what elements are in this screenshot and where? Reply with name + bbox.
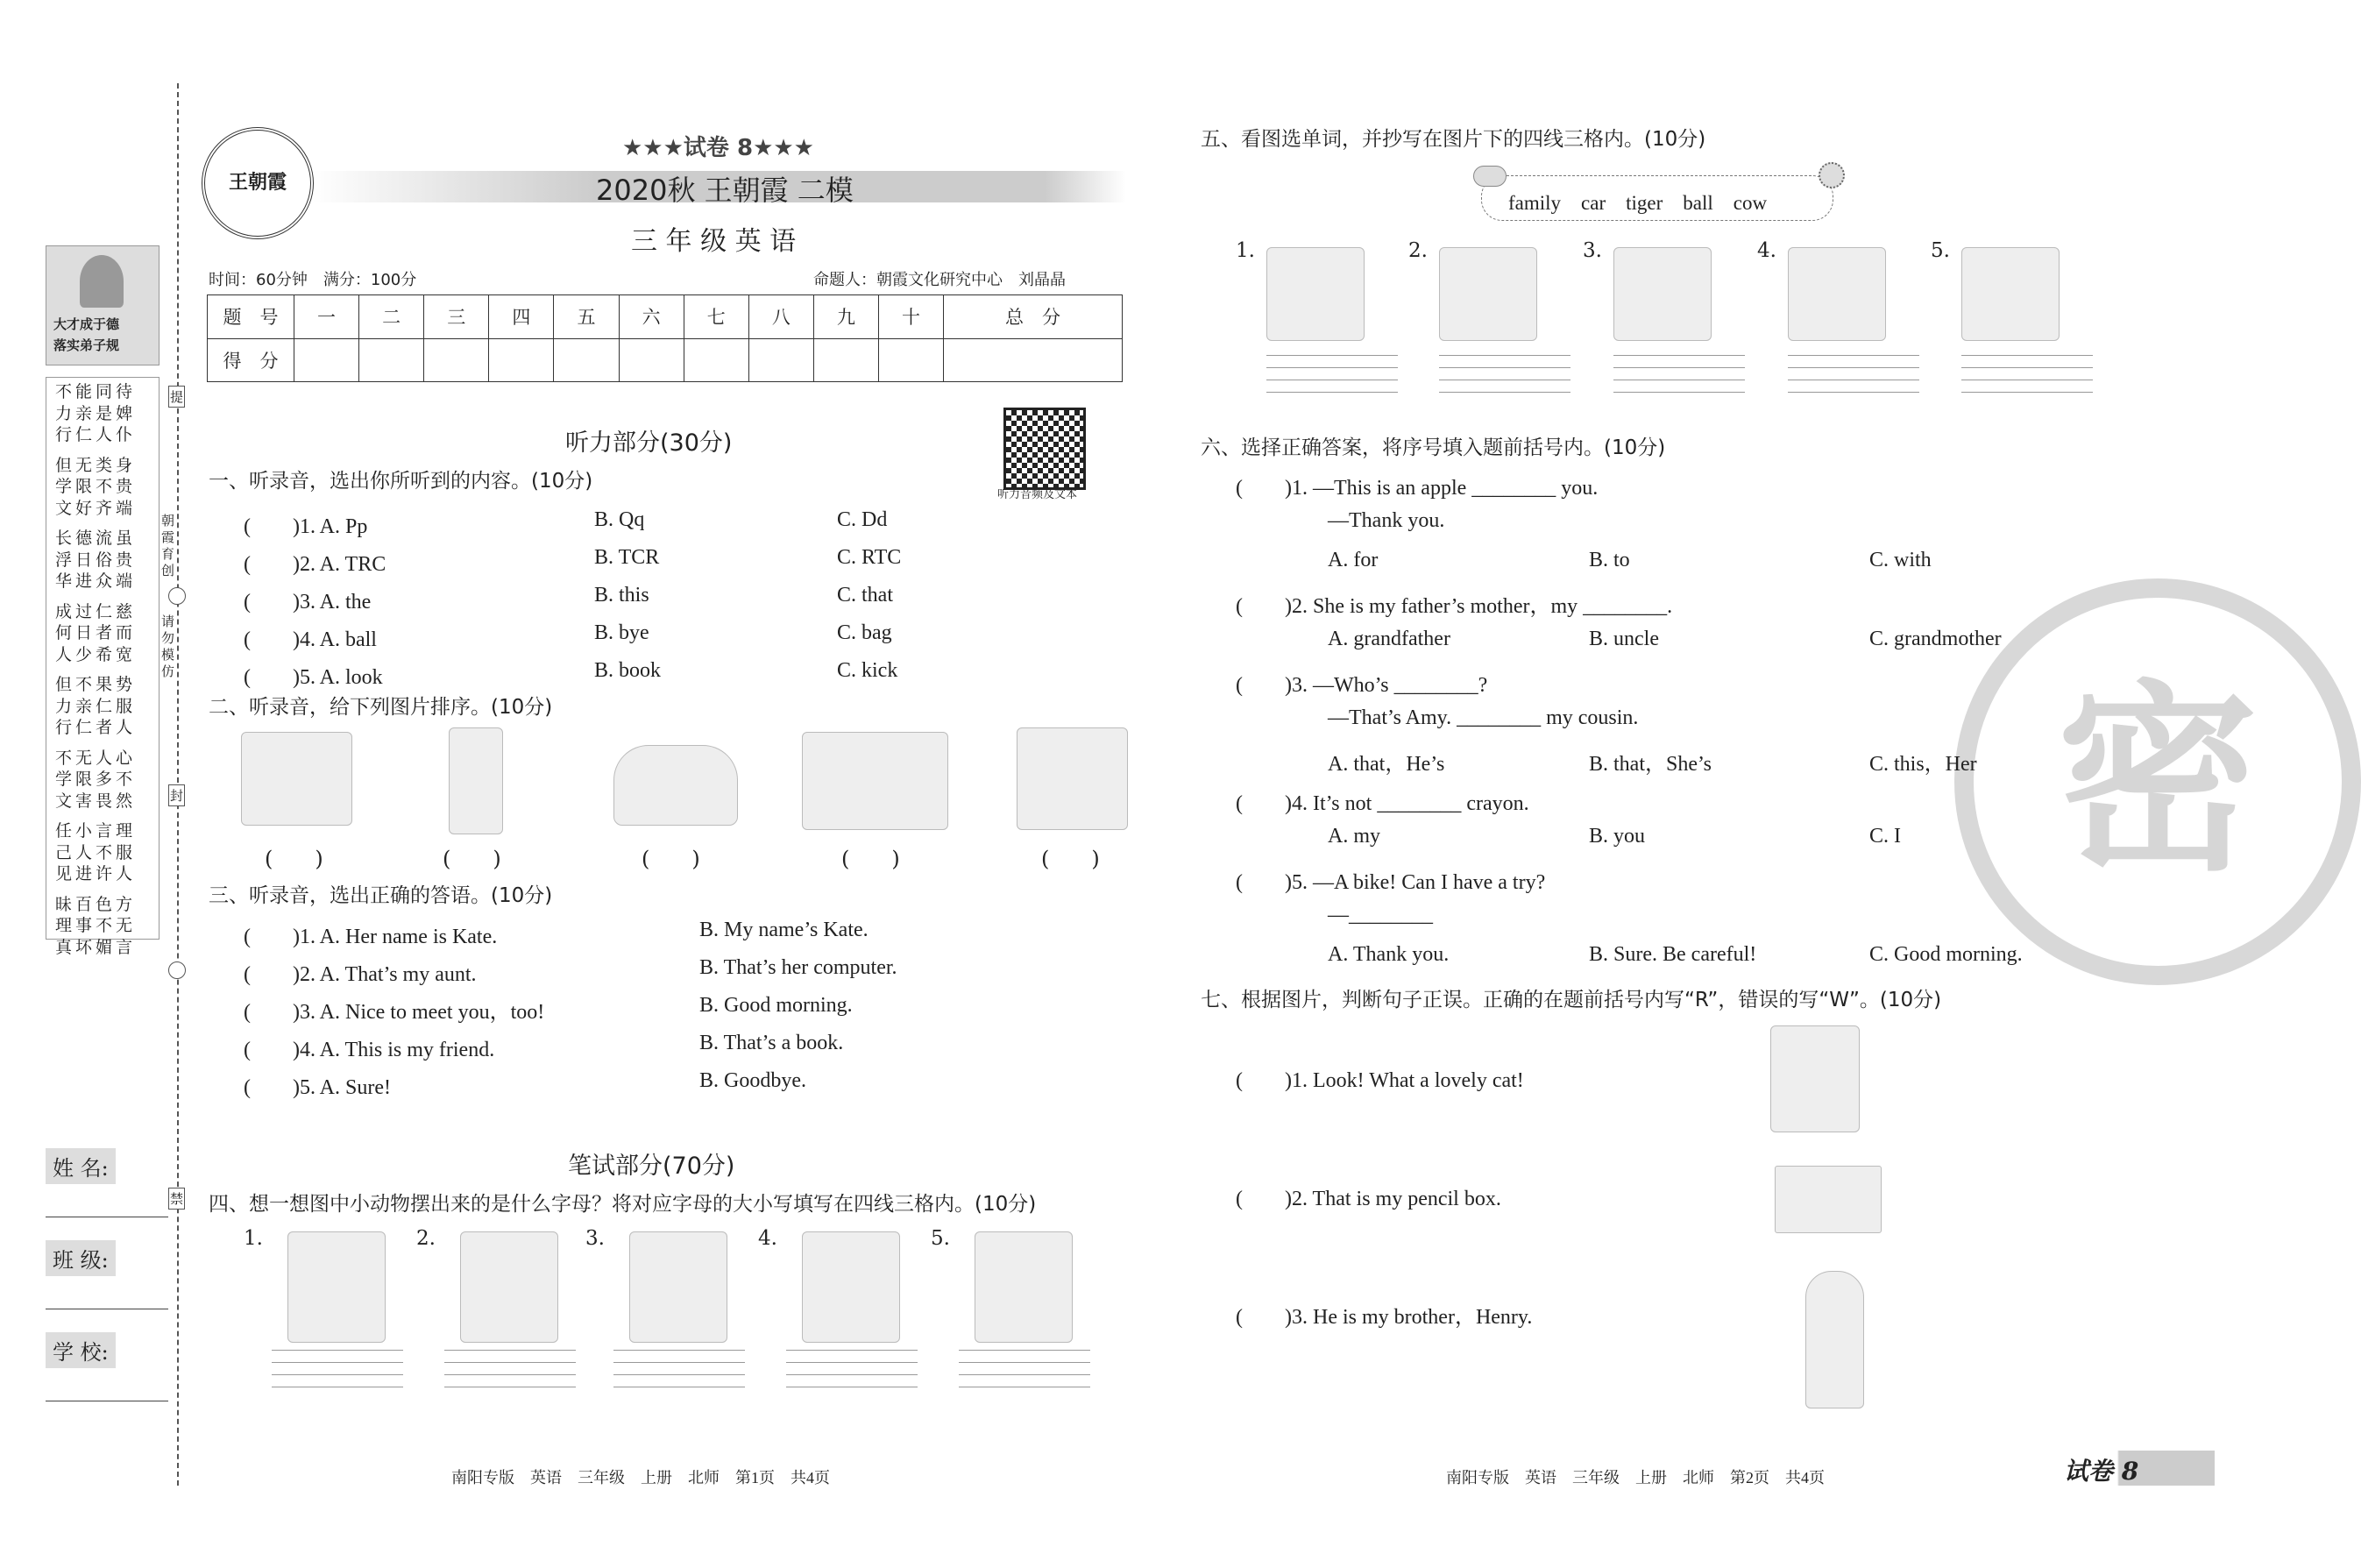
sec6-option-a: A. that，He’s [1328,753,1445,776]
guide-line [272,1374,403,1375]
score-col-header: 六 [619,295,684,339]
poem-line: 见进许人 [55,864,137,883]
guide-line [1266,355,1398,356]
item-number: 5. [1931,239,1950,262]
sec7-item-1: ( )1. Look! What a lovely cat! [1236,1069,1524,1092]
score-col-header: 总 分 [944,295,1123,339]
sec6-question-line2: —That’s Amy. ________ my cousin. [1328,706,1639,729]
binding-circle-1 [168,587,186,605]
guide-line [272,1362,403,1363]
word-bank-text: family car tiger ball cow [1508,192,1768,214]
picture-cyclist [449,727,503,834]
poem-line: 学限多不 [55,770,137,789]
guide-line [444,1350,576,1351]
name-label: 姓 名: [46,1148,116,1184]
footer-left: 南阳专版 英语 三年级 上册 北师 第1页 共4页 [451,1469,830,1486]
poem-line: 文害畏然 [55,791,137,811]
guide-line [613,1362,745,1363]
class-label: 班 级: [46,1240,116,1276]
picture-car [613,745,738,826]
picture-animals-football [802,732,948,830]
score-cell[interactable] [944,338,1123,382]
guide-line [1961,367,2093,368]
author-info: 命题人：朝霞文化研究中心 刘晶晶 [813,271,1066,289]
picture-car [1788,247,1886,341]
guide-line [1613,367,1745,368]
sec1-option-c: C. kick [837,659,898,682]
score-col-header: 十 [878,295,943,339]
guide-line [444,1362,576,1363]
poem-line: 何日者而 [55,623,137,642]
qr-code[interactable] [1003,408,1086,490]
score-table [207,294,1123,382]
poem-line: 浮日俗贵 [55,550,137,570]
sidebar-poem-box [46,377,160,957]
guide-line [1961,355,2093,356]
poem-line: 任小言理 [55,821,137,841]
poem-line: 长德流虽 [55,529,137,548]
sec6-question: ( )4. It’s not ________ crayon. [1236,792,1529,815]
poem-line: 成过仁慈 [55,601,137,621]
sec5-title: 五、看图选单词，并抄写在图片下的四线三格内。(10分) [1201,128,1706,151]
score-row2-label: 得 分 [208,338,294,382]
writing-lines[interactable] [1266,355,1398,399]
poem-line: 人少希宽 [55,644,137,664]
sec6-question: ( )5. —A bike! Can I have a try? [1236,871,1546,894]
sec4-title: 四、想一想图中小动物摆出来的是什么字母？将对应字母的大小写填写在四线三格内。(10分) [209,1193,1037,1216]
score-cell[interactable] [878,338,943,382]
qr-caption: 听力音频及文本 [997,488,1078,501]
score-col-header: 七 [684,295,748,339]
sec2-paren-3[interactable]: ( ) [642,847,700,871]
writing-lines[interactable] [1439,355,1570,399]
picture-girl-standing [1805,1271,1864,1408]
sec3-question: ( )1. A. Her name is Kate. [244,926,498,948]
score-col-header: 一 [294,295,359,339]
letter-d-dolphin-picture [975,1231,1073,1343]
sec6-option-a: A. Thank you. [1328,943,1450,966]
letter-x-birds-picture [287,1231,386,1343]
listening-heading: 听力部分(30分) [565,429,733,457]
item-number: 1. [1236,239,1255,262]
time-info: 时间：60分钟 满分：100分 [209,271,417,289]
sec3-title: 三、听录音，选出正确的答语。(10分) [209,884,553,907]
motto-2: 落实弟子规 [53,337,120,353]
mark-ti: 提 [168,386,185,408]
writing-lines[interactable] [1961,355,2093,399]
sec1-option-b: B. TCR [594,546,660,569]
guide-line [1788,392,1919,393]
sec3-question: ( )5. A. Sure! [244,1076,391,1099]
poem-line: 昧百色方 [55,894,137,914]
sidebar-motto-box [46,245,160,365]
poem-text [46,378,159,970]
poem-line: 行仁人仆 [55,425,137,444]
poem-line: 学限不贵 [55,477,137,496]
sec6-option-a: A. grandfather [1328,628,1450,650]
score-col-header: 五 [554,295,619,339]
sec6-option-b: B. that，She’s [1589,753,1712,776]
word-bank-box [1481,175,1833,221]
guide-line [613,1374,745,1375]
item-number: 4. [758,1227,777,1250]
sec6-option-a: A. my [1328,825,1380,848]
score-cell[interactable] [359,338,424,382]
logo-seal [202,127,314,239]
sec6-question: ( )2. She is my father’s mother，my ________. [1236,595,1673,618]
writing-lines[interactable] [1788,355,1919,399]
exam-tag: ★★★试卷 8★★★ [622,135,814,161]
picture-family [241,732,352,826]
letter-v-seals-picture [802,1231,900,1343]
poem-line: 理事不无 [55,916,137,935]
score-row-label: 题 号 [208,295,294,339]
sec7-title: 七、根据图片，判断句子正误。正确的在题前括号内写“R”，错误的写“W”。(10分) [1201,989,1942,1011]
poem-line: 力亲仁服 [55,696,137,716]
sec6-option-b: B. Sure. Be careful! [1589,943,1757,966]
sec3-option-b: B. That’s her computer. [699,956,897,979]
exam-subtitle: 三 年 级 英 语 [631,226,797,257]
score-cell[interactable] [748,338,813,382]
vertical-text-2: 请勿模仿 [161,614,175,679]
mark-jin: 禁 [168,1188,185,1210]
sec6-question: ( )3. —Who’s ________? [1236,674,1488,697]
guide-line [1961,392,2093,393]
item-number: 2. [1408,239,1428,262]
sec1-option-c: C. that [837,584,893,607]
letter-k-bird-picture [629,1231,727,1343]
guide-line [1613,392,1745,393]
sec3-question: ( )2. A. That’s my aunt. [244,963,477,986]
footer-right: 南阳专版 英语 三年级 上册 北师 第2页 共4页 [1446,1469,1825,1486]
scholar-figure-icon [80,255,124,308]
sec1-question: ( )3. A. the [244,591,372,614]
sec6-option-b: B. uncle [1589,628,1659,650]
poem-line: 不能同待 [55,382,137,401]
sec3-option-b: B. That’s a book. [699,1032,844,1054]
sec2-paren-1[interactable]: ( ) [265,847,323,871]
sec1-question: ( )1. A. Pp [244,515,368,538]
guide-line [1439,367,1570,368]
picture-ball [1266,247,1365,341]
score-col-header: 四 [489,295,554,339]
sec1-option-b: B. Qq [594,508,645,531]
cloud-icon [1473,166,1507,187]
score-cell[interactable] [489,338,554,382]
vertical-text-1: 朝霞育创 [161,513,175,578]
score-cell[interactable] [813,338,878,382]
score-cell[interactable] [294,338,359,382]
mark-fu: 封 [168,784,185,806]
score-col-header: 九 [813,295,878,339]
guide-line [1788,355,1919,356]
guide-line [1613,355,1745,356]
poem-line: 但无类身 [55,455,137,475]
poem-line: 行仁者人 [55,718,137,737]
watermark-stamp: 密 [1954,578,2361,985]
score-cell[interactable] [684,338,748,382]
sec3-question: ( )3. A. Nice to meet you，too! [244,1001,545,1024]
footer-tag: 试卷 8 [2064,1457,2139,1486]
score-cell[interactable] [619,338,684,382]
guide-line [272,1350,403,1351]
writing-heading: 笔试部分(70分) [568,1153,735,1180]
sec1-option-c: C. RTC [837,546,902,569]
sec3-question: ( )4. A. This is my friend. [244,1039,495,1061]
guide-line [1439,355,1570,356]
guide-line [959,1362,1090,1363]
sec6-option-c: C. this，Her [1869,753,1977,776]
sec6-option-b: B. to [1589,549,1630,571]
picture-cow [1613,247,1712,341]
guide-line [959,1374,1090,1375]
sec6-option-c: C. I [1869,825,1901,848]
sec6-question-line2: —________ [1328,904,1433,926]
item-number: 3. [1583,239,1602,262]
sec1-option-b: B. book [594,659,662,682]
poem-line: 力亲是婢 [55,403,137,423]
school-label: 学 校: [46,1332,116,1368]
sec6-option-c: C. with [1869,549,1932,571]
guide-line [786,1362,918,1363]
sec7-item-3: ( )3. He is my brother，Henry. [1236,1306,1533,1329]
item-number: 1. [244,1227,263,1250]
writing-lines[interactable] [613,1350,745,1394]
writing-lines[interactable] [444,1350,576,1394]
score-cell[interactable] [554,338,619,382]
guide-line [444,1374,576,1375]
sec6-option-c: C. grandmother [1869,628,2002,650]
picture-tiger [1961,247,2060,341]
guide-line [1439,392,1570,393]
picture-family [1439,247,1537,341]
item-number: 5. [931,1227,950,1250]
sec1-option-c: C. bag [837,621,892,644]
poem-line: 文好齐端 [55,498,137,518]
score-col-header: 二 [359,295,424,339]
sec6-question: ( )1. —This is an apple ________ you. [1236,477,1599,500]
guide-line [959,1350,1090,1351]
motto-1: 大才成于德 [53,316,120,332]
writing-lines[interactable] [786,1350,918,1394]
sec3-option-b: B. Good morning. [699,994,853,1017]
writing-lines[interactable] [1613,355,1745,399]
sec2-title: 二、听录音，给下列图片排序。(10分) [209,696,553,719]
writing-lines[interactable] [959,1350,1090,1394]
sec3-option-b: B. Goodbye. [699,1069,806,1092]
exam-title: 2020秋 王朝霞 二模 [596,174,854,207]
sun-icon [1819,162,1845,188]
guide-line [613,1350,745,1351]
sec6-question-line2: —Thank you. [1328,509,1445,532]
picture-girl-dog [1017,727,1128,830]
sec1-question: ( )2. A. TRC [244,553,386,576]
picture-cat-ball [1770,1025,1860,1132]
writing-lines[interactable] [272,1350,403,1394]
sec3-option-b: B. My name’s Kate. [699,919,869,941]
poem-line: 真坏媚言 [55,937,137,957]
guide-line [1788,367,1919,368]
poem-line: 己人不服 [55,842,137,862]
guide-line [1266,392,1398,393]
item-number: 3. [585,1227,605,1250]
sec6-option-a: A. for [1328,549,1379,571]
poem-line: 不无人心 [55,748,137,768]
sec1-option-b: B. this [594,584,649,607]
score-col-header: 八 [748,295,813,339]
sec6-option-c: C. Good morning. [1869,943,2023,966]
sec1-title: 一、听录音，选出你所听到的内容。(10分) [209,470,593,493]
sec6-title: 六、选择正确答案，将序号填入题前括号内。(10分) [1201,436,1666,459]
binding-circle-2 [168,961,186,979]
poem-line: 华进众端 [55,571,137,591]
item-number: 2. [416,1227,436,1250]
sec2-paren-2[interactable]: ( ) [443,847,501,871]
guide-line [1266,367,1398,368]
logo-text: 王朝霞 [228,171,287,194]
sec6-option-b: B. you [1589,825,1646,848]
sec2-paren-4[interactable]: ( ) [841,847,900,871]
sec1-option-c: C. Dd [837,508,888,531]
sec2-paren-5[interactable]: ( ) [1041,847,1100,871]
score-col-header: 三 [424,295,489,339]
item-number: 4. [1757,239,1776,262]
letter-e-dog-picture [460,1231,558,1343]
sec7-item-2: ( )2. That is my pencil box. [1236,1188,1501,1210]
guide-line [786,1374,918,1375]
sec1-option-b: B. bye [594,621,649,644]
score-cell[interactable] [424,338,489,382]
guide-line [786,1350,918,1351]
sec1-question: ( )4. A. ball [244,628,377,651]
poem-line: 但不果势 [55,675,137,694]
sec1-question: ( )5. A. look [244,666,383,689]
picture-pencil-box [1775,1166,1882,1233]
